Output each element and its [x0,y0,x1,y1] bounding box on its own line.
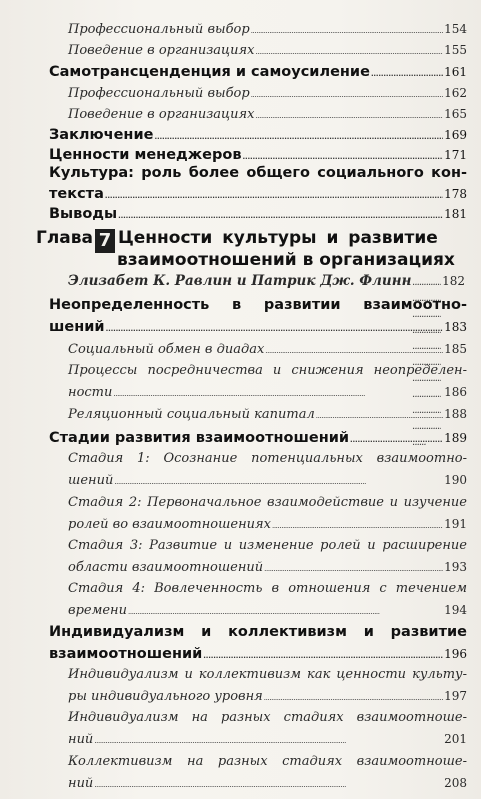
toc-entry-line1 [68,754,467,769]
toc-entry-line1 [68,710,467,725]
toc-subentry [68,517,467,532]
page-number: 185 [444,342,467,356]
page-number: 186 [444,385,467,399]
entry-text-line1: Культура: роль более общего социального кон- [49,165,467,181]
toc-section [49,147,467,163]
entry-text: области взаимоотношений [68,560,264,575]
page-number: 161 [444,65,467,79]
entry-text: Самотрансценденция и самоусиление [49,64,370,80]
toc-section [49,206,467,222]
leader-dots [94,732,443,747]
page-number: 189 [444,431,467,445]
page-number: 208 [444,776,467,790]
page-number: 196 [444,647,467,661]
toc-subentry [68,473,467,488]
page-number: 182 [442,274,465,288]
leader-dots [118,206,443,222]
entry-text: ний [68,776,94,791]
page-number: 165 [444,107,467,121]
leader-dots [94,776,443,791]
toc-subentry [68,86,467,101]
entry-text-line1: Коллективизм на разных стадиях взаимоотноше- [68,754,467,769]
entry-text-line1: Неопределенность в развитии взаимоотно- [49,297,467,313]
page-number: 171 [444,148,467,162]
entry-text: текста [49,186,104,202]
toc-entry-line1 [49,624,467,640]
toc-subentry [68,560,467,575]
toc-subentry [68,22,467,37]
entry-text: шений [49,319,105,335]
page-number: 183 [444,320,467,334]
toc-subentry [68,689,467,704]
authors-text: Элизабет К. Равлин и Патрик Дж. Флинн [68,273,412,289]
entry-text: Профессиональный выбор [68,86,250,101]
leader-dots [243,147,444,163]
toc-section [49,127,467,143]
toc-subentry [68,43,467,58]
toc-subentry [68,603,467,618]
entry-text: Ценности менеджеров [49,147,242,163]
entry-text: Выводы [49,206,118,222]
entry-text-line1: Индивидуализм на разных стадиях взаимоотноше- [68,710,467,725]
entry-text: Профессиональный выбор [68,22,250,37]
leader-dots [412,273,441,449]
page-number: 154 [444,22,467,36]
leader-dots [128,603,443,618]
entry-text: Поведение в организациях [68,107,255,122]
page-number: 193 [444,560,467,574]
page-number: 169 [444,128,467,142]
page-number: 178 [444,187,467,201]
entry-text: взаимоотношений [49,646,203,662]
page-number: 197 [444,689,467,703]
entry-text: Социальный обмен в диадах [68,342,265,357]
entry-text: Стадии развития взаимоотношений [49,430,350,446]
entry-text: шений [68,473,114,488]
toc-entry-line1 [49,165,467,181]
page-number: 162 [444,86,467,100]
entry-text-line1: Процессы посредничества и снижения неопределен- [68,363,467,378]
page-number: 191 [444,517,467,531]
page-number: 190 [444,473,467,487]
entry-text: Заключение [49,127,154,143]
page-number: 188 [444,407,467,421]
entry-text: времени [68,603,127,618]
leader-dots [264,560,443,575]
leader-dots [255,43,443,58]
leader-dots [251,22,443,37]
entry-text-line1: Стадия 2: Первоначальное взаимодействие и изучение [68,495,467,510]
page-number: 194 [444,603,467,617]
chapter-number-badge: 7 [95,229,115,253]
entry-text-line1: Индивидуализм и коллективизм как ценности культу- [68,667,467,682]
entry-text-line1: Стадия 3: Развитие и изменение ролей и расширение [68,538,467,553]
toc-entry-line1 [68,451,467,466]
leader-dots [371,64,443,80]
page-number: 181 [444,207,467,221]
toc-entry-line1 [68,581,467,596]
chapter-title-line2: взаимоотношений в организациях [117,250,455,270]
leader-dots [105,186,443,202]
page-number: 201 [444,732,467,746]
entry-text-line1: Стадия 4: Вовлеченность в отношения с течением [68,581,467,596]
entry-text: Поведение в организациях [68,43,255,58]
toc-entry-line1 [68,538,467,553]
toc-entry-line1 [68,495,467,510]
leader-dots [255,107,443,122]
leader-dots [114,473,443,488]
entry-text-line1: Стадия 1: Осознание потенциальных взаимоотно- [68,451,467,466]
chapter-label: Глава [36,228,93,248]
leader-dots [264,689,443,704]
toc-section [49,64,467,80]
chapter-authors [68,273,465,449]
leader-dots [203,646,443,662]
leader-dots [251,86,443,101]
toc-subentry [68,107,467,122]
leader-dots [272,517,443,532]
entry-text: Реляционный социальный капитал [68,407,315,422]
entry-text: ролей во взаимоотношениях [68,517,271,532]
chapter-title-line1: Ценности культуры и развитие [118,228,438,248]
leader-dots [154,127,443,143]
entry-text: ры индивидуального уровня [68,689,263,704]
toc-section [49,646,467,662]
toc-section [49,186,467,202]
page-number: 155 [444,43,467,57]
entry-text: ний [68,732,94,747]
entry-text-line1: Индивидуализм и коллективизм и развитие [49,624,467,640]
entry-text: ности [68,385,113,400]
toc-subentry [68,732,467,747]
toc-entry-line1 [68,667,467,682]
toc-subentry [68,776,467,791]
